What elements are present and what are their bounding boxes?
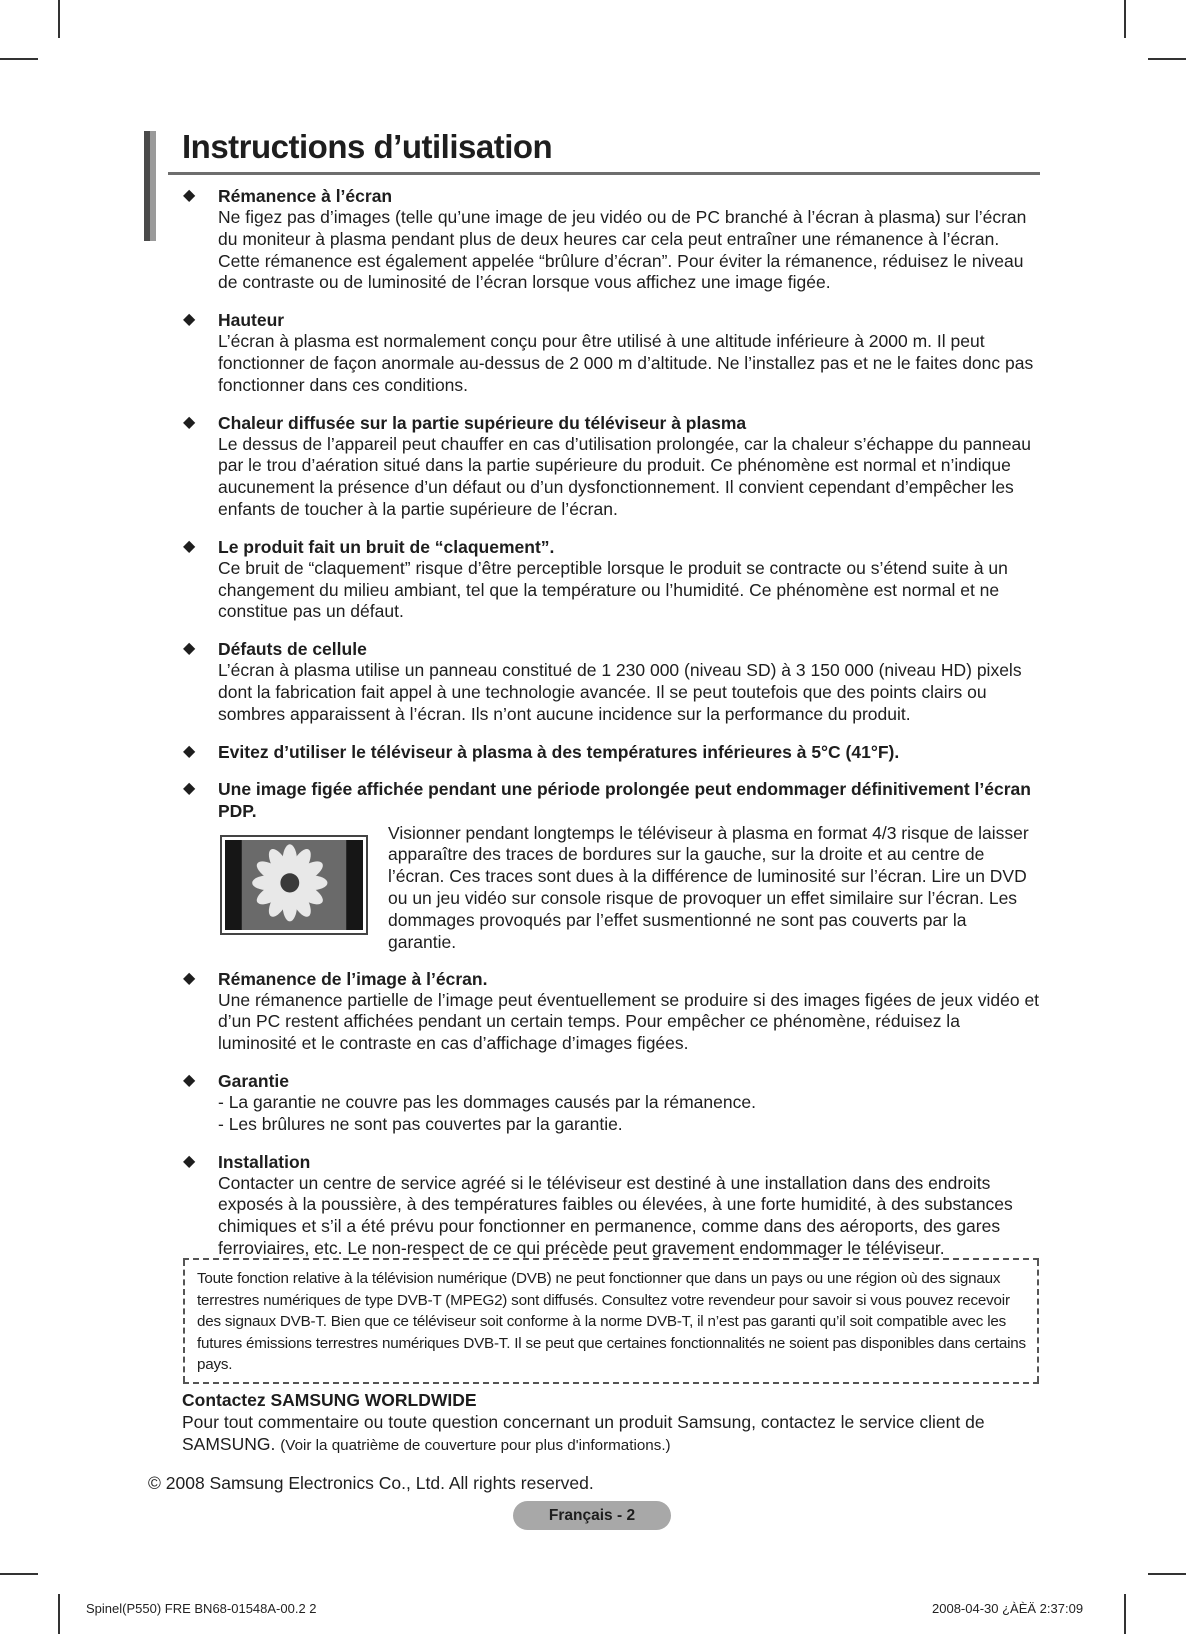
crop-mark — [58, 1594, 60, 1634]
crop-mark — [1124, 0, 1126, 38]
contact-body — [182, 1411, 1042, 1457]
bullet-diamond-icon: ◆ — [183, 413, 196, 431]
section-body — [218, 1092, 1043, 1136]
dvb-notice-text: Toute fonction relative à la télévision numérique (DVB) ne peut fonctionner que dans un pays ou une région où des signaux terrestres numériques de type DVB-T (MPEG2) sont diffusés. Consultez votre revendeur pour savoir si vous pouvez recevoir des signaux DVB-T. Bien que ce téléviseur soit conforme à la norme DVB-T, il n’est pas garanti qu’il soit compatible avec les futures émissions terrestres numériques DVB-T. Il se peut que certaines fonctionnalités ne soient pas disponibles dans certains pays. — [197, 1270, 1026, 1374]
section-title: Chaleur diffusée sur la partie supérieure du téléviseur à plasma — [218, 412, 747, 433]
bullet-diamond-icon: ◆ — [183, 311, 196, 329]
section-title: Evitez d’utiliser le téléviseur à plasma à des températures inférieures à 5°C (41°F). — [218, 741, 900, 762]
section-body — [218, 990, 1043, 1055]
section-paragraph: L’écran à plasma utilise un panneau constitué de 1 230 000 (niveau SD) à 3 150 000 (niveau HD) pixels dont la fabrication fait appel à une technologie avancée. Il se peut toutefois que des points clairs ou sombres apparaissent à l’écran. Ils n’ont aucune incidence sur la performance du produit. — [218, 660, 1022, 724]
section-paragraph: Contacter un centre de service agréé si le téléviseur est destiné à une installation dans des endroits exposés à la poussière, à des températures faibles ou élevées, à une forte humidité, à des substances chimiques et s’il a été prévu pour fonctionner en permanence, comme dans des aéroports, des gares ferroviaires, etc. Le non-respect de ce qui précède peut gravement endommager le téléviseur. — [218, 1172, 1013, 1258]
title-divider — [168, 172, 1040, 175]
section-body — [218, 1173, 1043, 1260]
contact-title: Contactez SAMSUNG WORLDWIDE — [182, 1390, 477, 1410]
title-accent-bar — [144, 131, 156, 241]
section-item — [183, 638, 1043, 725]
section-title: Installation — [218, 1151, 311, 1172]
section-body — [218, 660, 1043, 725]
section-body — [218, 331, 1043, 396]
pdp-description: Visionner pendant longtemps le téléviseur à plasma en format 4/3 risque de laisser apparaître des traces de bordures sur la gauche, sur la droite et au centre de l’écran. Ces traces sont dues à la différence de luminosité sur l’écran. Lire un DVD ou un jeu vidéo sur console risque de provoquer un effet similaire sur l’écran. Les dommages provoqués par l’effet susmentionné ne sont pas couverts par la garantie. — [388, 822, 1029, 952]
section-item — [183, 309, 1043, 396]
flower-picture — [225, 840, 363, 930]
bullet-diamond-icon: ◆ — [183, 779, 196, 797]
section-pdp — [183, 778, 1043, 953]
section-body — [218, 558, 1043, 623]
sections-group — [183, 185, 1043, 763]
print-footer-right: 2008-04-30 ¿ÀÈÄ 2:37:09 — [932, 1601, 1084, 1616]
crop-mark — [58, 0, 60, 38]
section-paragraph: - La garantie ne couvre pas les dommages causés par la rémanence. — [218, 1091, 756, 1112]
section-title: Une image figée affichée pendant une période prolongée peut endommager définitivement l’écran PDP. — [218, 778, 1031, 821]
section-body — [218, 434, 1043, 521]
bullet-diamond-icon: ◆ — [183, 1152, 196, 1170]
section-title: Le produit fait un bruit de “claquement”. — [218, 536, 555, 557]
contact-text: Pour tout commentaire ou toute question concernant un produit Samsung, contactez le service client de SAMSUNG. — [182, 1412, 985, 1454]
crop-mark — [0, 58, 38, 60]
section-paragraph: Le dessus de l’appareil peut chauffer en cas d’utilisation prolongée, car la chaleur s’échappe du panneau par le trou d’aération situé dans la partie supérieure du produit. Ce phénomène est normal et n’indique aucunement la présence d’un défaut ou d’un dysfonctionnement. Il convient cependant d’empêcher les enfants de toucher à la partie supérieure de l’écran. — [218, 433, 1032, 519]
crop-mark — [1148, 58, 1186, 60]
bullet-diamond-icon: ◆ — [183, 1071, 196, 1089]
section-title: Rémanence à l’écran — [218, 186, 393, 206]
section-item — [183, 536, 1043, 623]
tv-screen-image — [220, 835, 368, 935]
section-paragraph: - Les brûlures ne sont pas couvertes par la garantie. — [218, 1113, 623, 1134]
section-item — [183, 1070, 1043, 1136]
section-paragraph: Ce bruit de “claquement” risque d’être perceptible lorsque le produit se contracte ou s’étend suite à un changement du milieu ambiant, tel que la température ou l’humidité. Ce phénomène est normal et ne constitue pas un défaut. — [218, 557, 1008, 622]
section-title: Défauts de cellule — [218, 639, 367, 660]
crop-mark — [1124, 1594, 1126, 1634]
bullet-diamond-icon: ◆ — [183, 537, 196, 555]
print-footer-left: Spinel(P550) FRE BN68-01548A-00.2 2 — [86, 1601, 317, 1616]
section-paragraph: Une rémanence partielle de l’image peut éventuellement se produire si des images figées de jeux vidéo et d’un PC restent affichées pendant un certain temps. Pour empêcher ce phénomène, réduisez la luminosité et le contraste en cas d’affichage d’images figées. — [218, 989, 1040, 1054]
section-item — [183, 1151, 1043, 1260]
section-title: Garantie — [218, 1070, 289, 1091]
contact-note: (Voir la quatrième de couverture pour plus d'informations.) — [280, 1437, 671, 1454]
bullet-diamond-icon: ◆ — [183, 640, 196, 658]
section-paragraph: L’écran à plasma est normalement conçu pour être utilisé à une altitude inférieure à 2000 m. Il peut fonctionner de façon anormale au-dessus de 2 000 m d’altitude. Ne l’installez pas et ne le faites donc pas fonctionner dans ces conditions. — [218, 331, 1034, 395]
section-item — [183, 185, 1043, 294]
section-body — [218, 207, 1043, 294]
crop-mark — [0, 1573, 38, 1575]
section-paragraph: Ne figez pas d’images (telle qu’une image de jeu vidéo ou de PC branché à l’écran à plasma) sur l’écran du moniteur à plasma pendant plus de deux heures car cela peut entraîner une rémanence à l’écran. Cette rémanence est également appelée “brûlure d’écran”. Pour éviter la rémanence, réduisez le niveau de contraste ou de luminosité de l’écran lorsque vous affichez une image figée. — [218, 207, 1027, 293]
bullet-diamond-icon: ◆ — [183, 742, 196, 760]
section-item — [183, 741, 1043, 763]
copyright: © 2008 Samsung Electronics Co., Ltd. All rights reserved. — [148, 1473, 594, 1493]
flower-icon — [225, 840, 363, 930]
instructions-list — [183, 185, 1043, 1275]
page-title: Instructions d’utilisation — [182, 128, 553, 165]
section-item — [183, 412, 1043, 521]
crop-mark — [1148, 1573, 1186, 1575]
bullet-diamond-icon: ◆ — [183, 187, 196, 204]
section-item — [183, 968, 1043, 1055]
section-title: Rémanence de l’image à l’écran. — [218, 968, 488, 989]
sections-group — [183, 968, 1043, 1260]
bullet-diamond-icon: ◆ — [183, 969, 196, 987]
section-title: Hauteur — [218, 310, 285, 331]
page-number-badge: Français - 2 — [513, 1501, 671, 1530]
dvb-notice-box — [183, 1258, 1039, 1384]
contact-samsung — [182, 1389, 1042, 1457]
pdp-row — [218, 823, 1043, 953]
